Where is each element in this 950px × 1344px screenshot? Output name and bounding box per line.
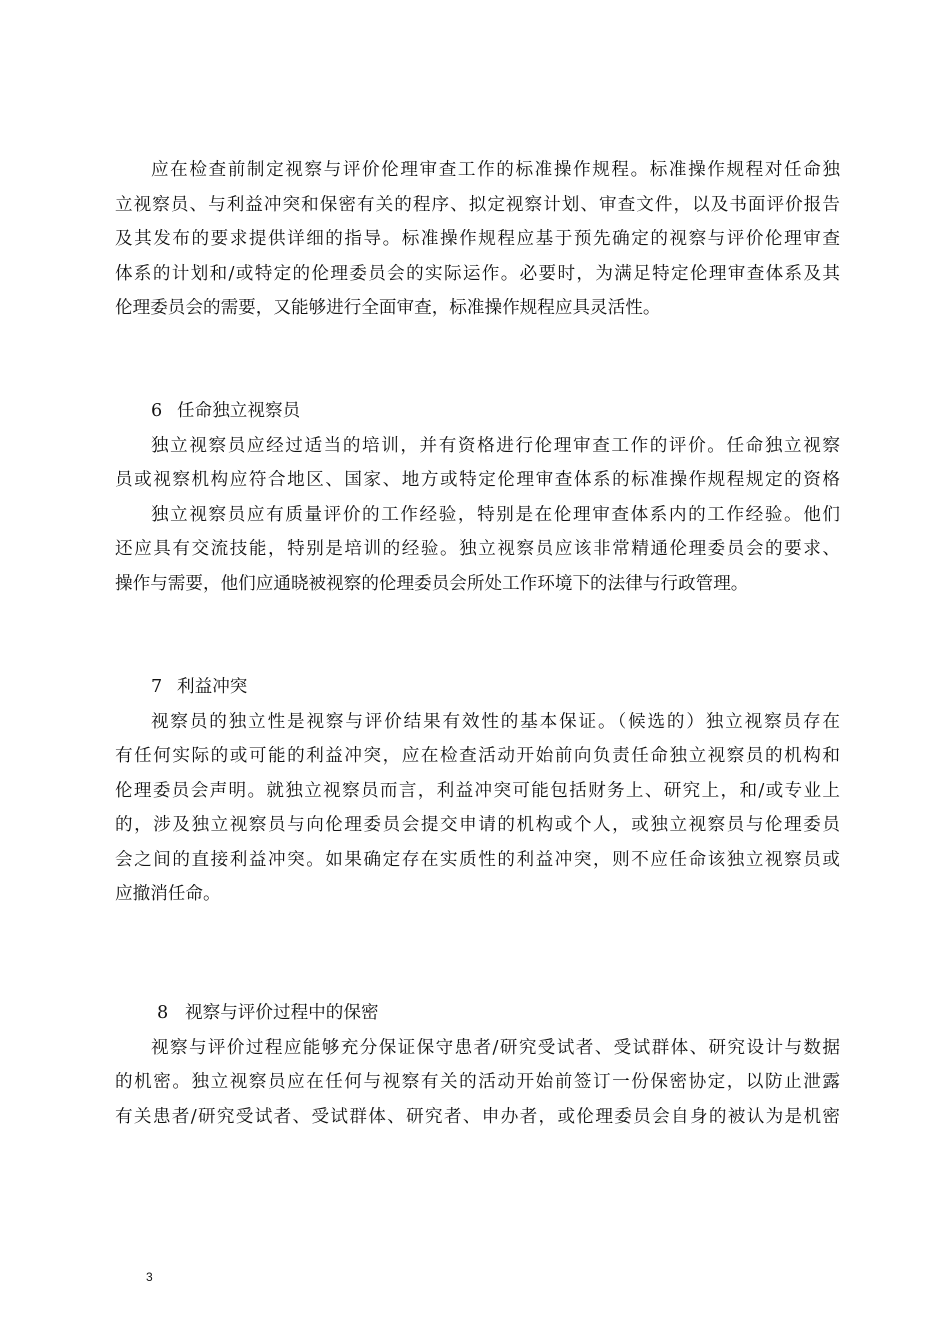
section-number: 6 (151, 401, 163, 421)
text-line: 会之间的直接利益冲突。如果确定存在实质性的利益冲突，则不应任命该独立视察员或 (115, 849, 840, 870)
text-line: 应撤消任命。 (115, 884, 221, 904)
text-line: 及其发布的要求提供详细的指导。标准操作规程应基于预先确定的视察与评价伦理审查 (115, 229, 840, 249)
section-heading (115, 996, 840, 1031)
page-number: 3 (146, 1270, 153, 1284)
section-7 (115, 670, 840, 912)
text-line: 有任何实际的或可能的利益冲突，应在检查活动开始前向负责任命独立视察员的机构和 (115, 746, 840, 766)
section-number: 8 (157, 1003, 169, 1023)
text-line: 立视察员、与利益冲突和保密有关的程序、拟定视察计划、审查文件，以及书面评价报告 (115, 194, 840, 215)
section-number: 7 (151, 677, 163, 697)
text-line: 有关患者/研究受试者、受试群体、研究者、申办者，或伦理委员会自身的被认为是机密 (115, 1106, 840, 1127)
text-line: 操作与需要，他们应通晓被视察的伦理委员会所处工作环境下的法律与行政管理。 (115, 573, 749, 594)
text-line: 的，涉及独立视察员与向伦理委员会提交申请的机构或个人，或独立视察员与伦理委员 (115, 815, 840, 835)
section-6 (115, 394, 840, 601)
text-line: 应在检查前制定视察与评价伦理审查工作的标准操作规程。标准操作规程对任命独 (151, 160, 840, 180)
text-line: 体系的计划和/或特定的伦理委员会的实际运作。必要时，为满足特定伦理审查体系及其 (115, 263, 840, 284)
text-line: 伦理委员会的需要，又能够进行全面审查，标准操作规程应具灵活性。 (115, 298, 661, 318)
section-heading (115, 670, 840, 705)
section-heading (115, 394, 840, 429)
text-line: 的机密。独立视察员应在任何与视察有关的活动开始前签订一份保密协定，以防止泄露 (115, 1072, 840, 1092)
section-title: 视察与评价过程中的保密 (185, 1003, 379, 1023)
text-line: 独立视察员应有质量评价的工作经验，特别是在伦理审查体系内的工作经验。他们 (151, 504, 840, 525)
section-8 (115, 996, 840, 1134)
text-line: 独立视察员应经过适当的培训，并有资格进行伦理审查工作的评价。任命独立视察 (151, 435, 840, 456)
section-title: 任命独立视察员 (177, 401, 301, 421)
paragraph-sop (115, 153, 840, 326)
text-line: 伦理委员会声明。就独立视察员而言，利益冲突可能包括财务上、研究上，和/或专业上 (115, 780, 840, 801)
text-line: 还应具有交流技能，特别是培训的经验。独立视察员应该非常精通伦理委员会的要求、 (115, 539, 840, 559)
text-line: 员或视察机构应符合地区、国家、地方或特定伦理审查体系的标准操作规程规定的资格 (115, 470, 840, 490)
section-title: 利益冲突 (177, 677, 248, 697)
text-line: 视察员的独立性是视察与评价结果有效性的基本保证。（候选的）独立视察员存在 (151, 711, 840, 732)
text-line: 视察与评价过程应能够充分保证保守患者/研究受试者、受试群体、研究设计与数据 (151, 1037, 840, 1058)
